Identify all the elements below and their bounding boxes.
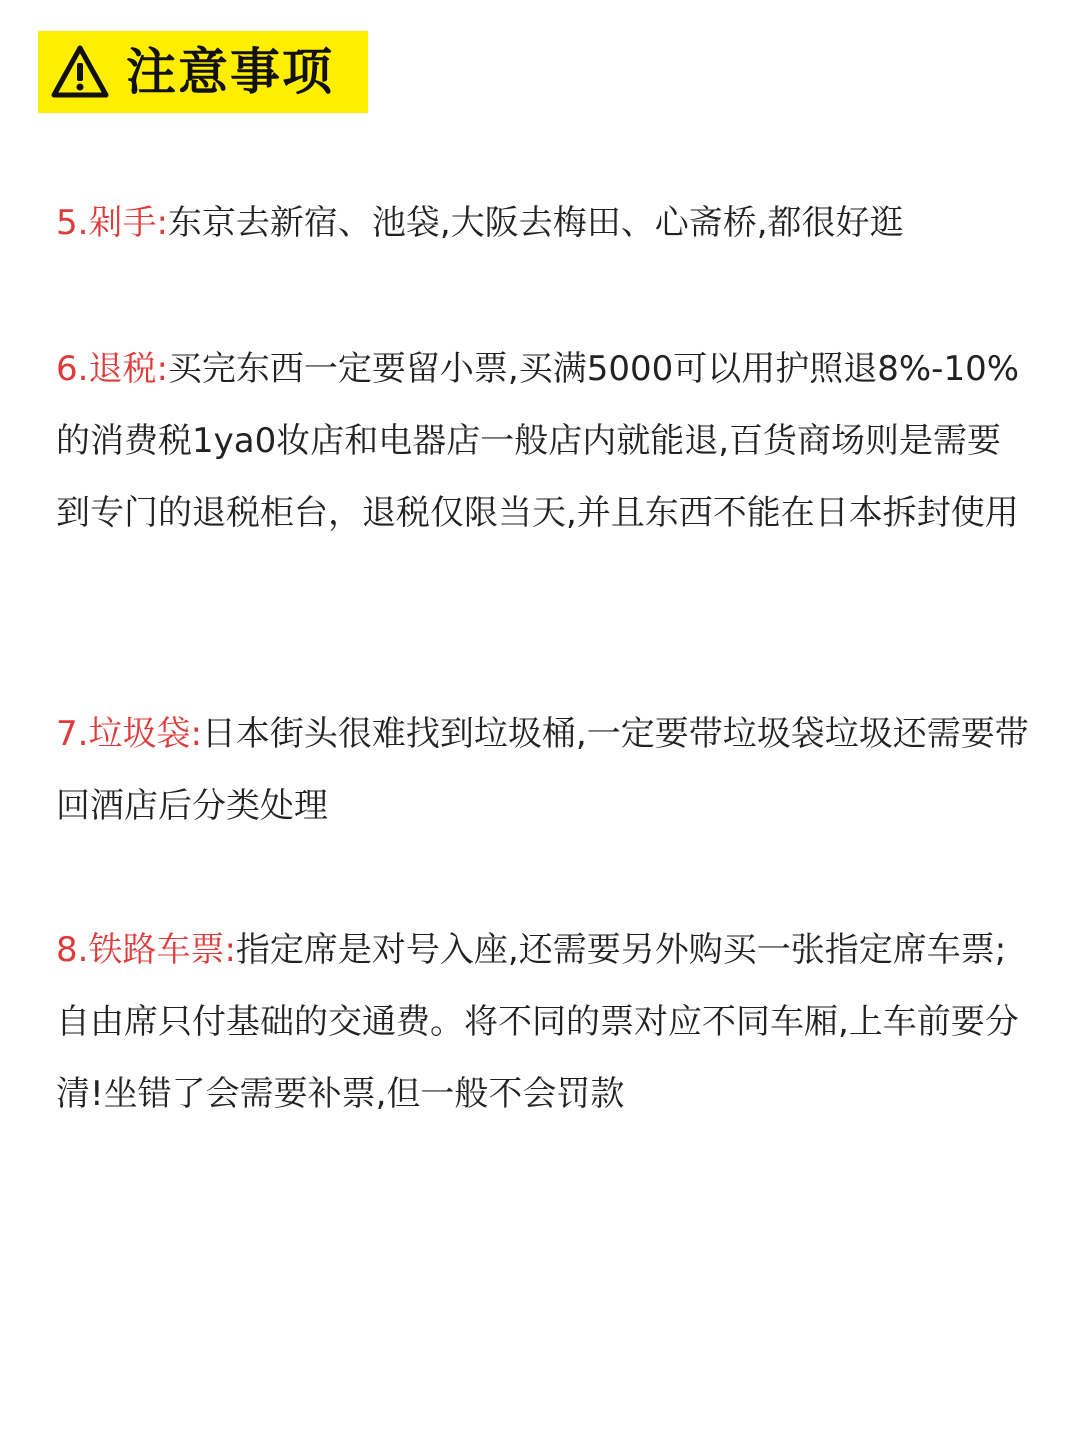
list-item [56,187,1031,259]
item-text: 指定席是对号入座,还需要另外购买一张指定席车票;自由席只付基础的交通费。将不同的票对应不同车厢,上车前要分清!坐错了会需要补票,但一般不会罚款 [56,930,1019,1114]
item-text: 买完东西一定要留小票,买满5000可以用护照退8%-10%的消费税1ya0妆店和电器店一般店内就能退,百货商场则是需要到专门的退税柜台，退税仅限当天,并且东西不能在日本拆封使用 [56,349,1020,533]
item-label: 6.退税: [56,349,168,389]
list-item [56,698,1031,842]
list-item [56,333,1031,549]
list-item [56,914,1031,1130]
page-title: 注意事项 [126,43,334,101]
item-label: 5.剁手: [56,203,168,243]
item-text: 东京去新宿、池袋,大阪去梅田、心斋桥,都很好逛 [167,203,904,243]
warning-icon [50,44,110,100]
item-label: 8.铁路车票: [56,930,236,970]
title-badge [38,31,368,113]
item-label: 7.垃圾袋: [56,714,202,754]
item-text: 日本街头很难找到垃圾桶,一定要带垃圾袋垃圾还需要带回酒店后分类处理 [56,714,1029,826]
